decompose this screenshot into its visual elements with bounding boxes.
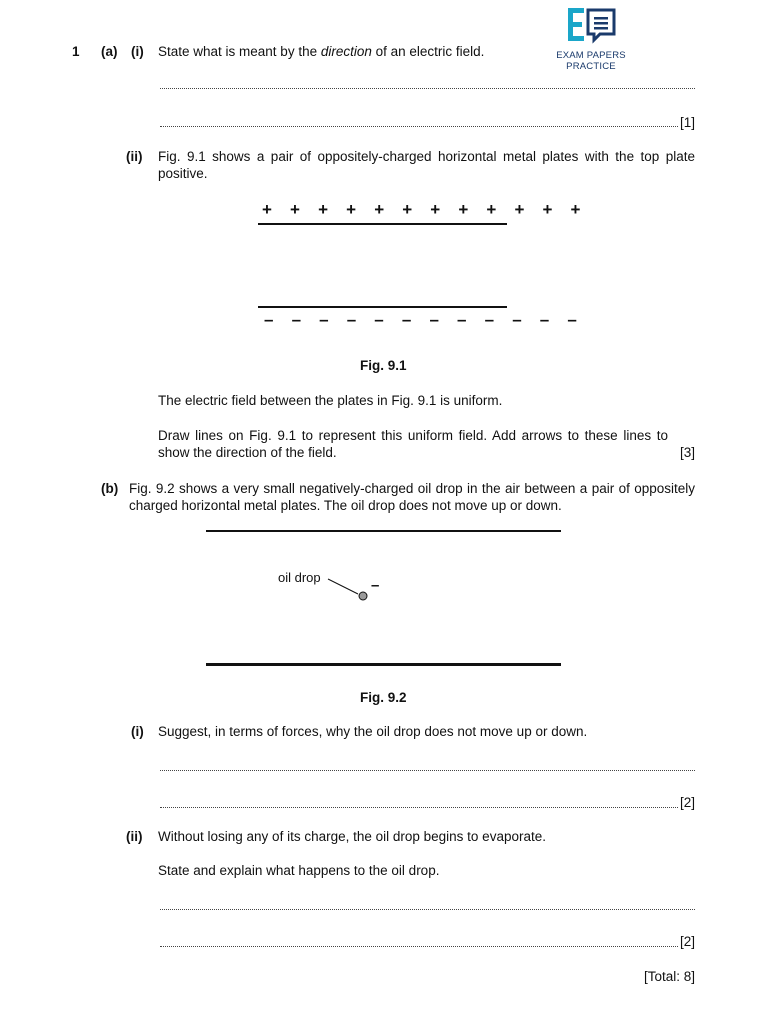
oil-drop [359, 592, 367, 600]
mark-allocation: [2] [679, 795, 695, 810]
answer-line[interactable] [160, 88, 695, 89]
logo-text: EXAM PAPERS PRACTICE [556, 50, 626, 72]
draw-instruction: Draw lines on Fig. 9.1 to represent this uniform field. Add arrows to these lines to show the direction of the field. [158, 428, 668, 460]
negative-charge-signs: – – – – – – – – – – – – [264, 310, 584, 329]
question-emphasis: direction [320, 44, 372, 59]
answer-line[interactable] [160, 126, 678, 127]
drop-charge-sign: – [371, 577, 380, 594]
part-b-ii-statement: Without losing any of its charge, the oil drop begins to evaporate. [158, 829, 546, 844]
label-leader-line [328, 579, 358, 594]
part-b-ii-label: (ii) [126, 829, 143, 844]
top-plate [258, 223, 507, 225]
part-b-ii-question: State and explain what happens to the oil drop. [158, 863, 440, 878]
figure-caption: Fig. 9.2 [360, 690, 407, 705]
oil-drop-label: oil drop [278, 570, 321, 585]
E-speech-bubble-icon [530, 6, 652, 50]
part-b-question: Fig. 9.2 shows a very small negatively-charged oil drop in the air between a pair of oppositely charged horizontal metal plates. The oil drop does not move up or down. [129, 481, 695, 513]
oil-drop-diagram [320, 575, 400, 610]
part-b-i-label: (i) [131, 724, 144, 739]
part-b-label: (b) [101, 481, 119, 496]
answer-line[interactable] [160, 807, 678, 808]
figure-caption: Fig. 9.1 [360, 358, 407, 373]
uniform-field-statement: The electric field between the plates in Fig. 9.1 is uniform. [158, 393, 503, 408]
part-a-i-label: (i) [131, 44, 144, 59]
answer-line[interactable] [160, 909, 695, 910]
positive-charge-signs: + + + + + + + + + + + + [262, 200, 588, 219]
bottom-plate [258, 306, 507, 308]
part-a-label: (a) [101, 44, 118, 59]
question-text: State what is meant by the [158, 44, 321, 59]
answer-line[interactable] [160, 946, 678, 947]
part-a-ii-question: Fig. 9.1 shows a pair of oppositely-charged horizontal metal plates with the top plate positive. [158, 149, 695, 181]
question-text: of an electric field. [371, 44, 485, 59]
part-b-i-question: Suggest, in terms of forces, why the oil drop does not move up or down. [158, 724, 588, 739]
logo [530, 6, 652, 72]
question-number: 1 [72, 44, 80, 59]
mark-allocation: [3] [679, 445, 695, 460]
mark-allocation: [1] [679, 115, 695, 130]
part-a-ii-label: (ii) [126, 149, 143, 164]
part-a-i-question [158, 43, 484, 60]
bottom-plate [206, 663, 561, 666]
mark-allocation: [2] [679, 934, 695, 949]
top-plate [206, 530, 561, 532]
total-marks: [Total: 8] [643, 969, 695, 984]
answer-line[interactable] [160, 770, 695, 771]
